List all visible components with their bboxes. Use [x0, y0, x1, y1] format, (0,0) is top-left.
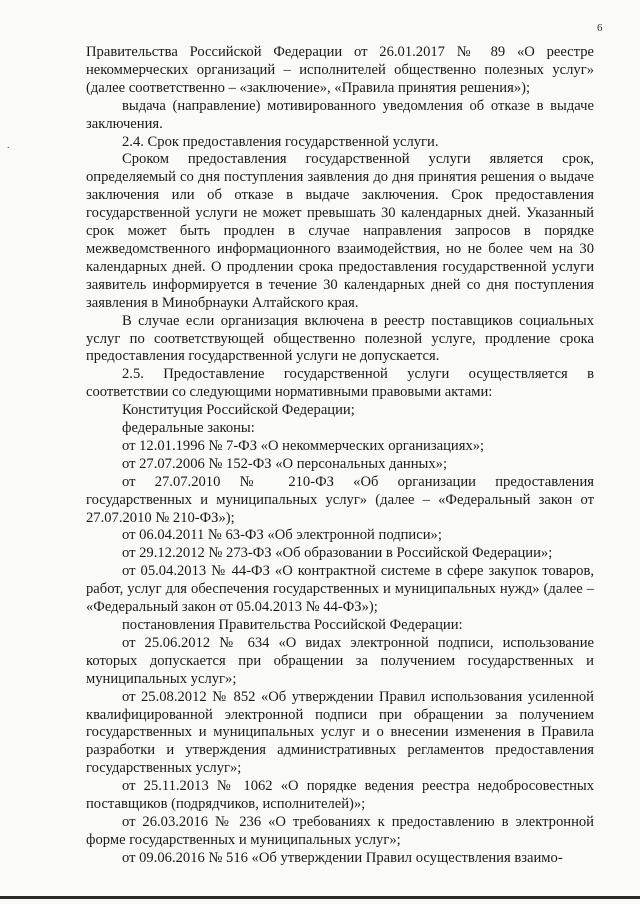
page-number: 6: [597, 22, 603, 34]
paragraph: Правительства Российской Федерации от 26.01.2017 № 89 «О реестре некоммерческих организаций – исполнителей общественно полезных услуг» (далее соответственно – «заключение», «Правила принятия решения»);: [86, 44, 594, 96]
document-body: [86, 44, 594, 868]
paragraph: Конституция Российской Федерации;: [122, 402, 355, 419]
margin-mark: .: [7, 140, 10, 151]
paragraph: от 09.06.2016 № 516 «Об утверждении Правил осуществления взаимо-: [122, 849, 563, 866]
scan-edge-line: [0, 896, 640, 899]
paragraph: федеральные законы:: [122, 420, 255, 437]
paragraph: от 25.11.2013 № 1062 «О порядке ведения реестра недобросовестных поставщиков (подрядчиков, исполнителей)»;: [86, 778, 594, 813]
paragraph: от 06.04.2011 № 63-ФЗ «Об электронной подписи»;: [122, 527, 442, 544]
paragraph: постановления Правительства Российской Федерации:: [122, 617, 463, 633]
paragraph: от 25.08.2012 № 852 «Об утверждении Правил использования усиленной квалифицированной электронной подписи при обращении за получением государственных и муниципальных услуг и о внесении изменения в Правила разработки и утверждения административных регламентов предоставления государственных услуг»;: [86, 688, 594, 777]
paragraph: от 05.04.2013 № 44-ФЗ «О контрактной системе в сфере закупок товаров, работ, услуг для обеспечения государственных и муниципальных нужд» (далее – «Федеральный закон от 05.04.2013 № 44-ФЗ»);: [86, 563, 594, 616]
paragraph: от 27.07.2010 № 210-ФЗ «Об организации предоставления государственных и муниципальных услуг» (далее – «Федеральный закон от 27.07.2010 № 210-ФЗ»);: [86, 473, 594, 526]
paragraph: Сроком предоставления государственной услуги является срок, определяемый со дня поступления заявления до дня принятия решения о выдаче заключения или об отказе в выдаче заключения. Срок предоставления государственной услуги не может превышать 30 календарных дней. Указанный срок может быть продлен в случае направления запросов в порядке межведомственного информационного взаимодействия, но не более чем на 30 календарных дней. О продлении срока предоставления государственной услуги заявитель информируется в течение 30 календарных дней со дня поступления заявления в Минобрнауки Алтайского края.: [86, 151, 594, 311]
paragraph: 2.4. Срок предоставления государственной услуги.: [122, 133, 439, 150]
paragraph: от 12.01.1996 № 7-ФЗ «О некоммерческих организациях»;: [122, 437, 485, 454]
paragraph: от 27.07.2006 № 152-ФЗ «О персональных данных»;: [122, 455, 447, 472]
paragraph: выдача (направление) мотивированного уведомления об отказе в выдаче заключения.: [86, 97, 594, 132]
paragraph: от 25.06.2012 № 634 «О видах электронной подписи, использование которых допускается при обращении за получением государственных и муниципальных услуг»;: [86, 634, 594, 687]
paragraph: от 26.03.2016 № 236 «О требованиях к предоставлению в электронной форме государственных и муниципальных услуг»;: [86, 813, 594, 848]
paragraph: 2.5. Предоставление государственной услуги осуществляется в соответствии со следующими нормативными правовыми актами:: [86, 366, 594, 401]
paragraph: В случае если организация включена в реестр поставщиков социальных услуг по соответствующей общественно полезной услуге, продление срока предоставления государственной услуги не допускается.: [86, 312, 594, 365]
paragraph: от 29.12.2012 № 273-ФЗ «Об образовании в Российской Федерации»;: [122, 545, 553, 562]
